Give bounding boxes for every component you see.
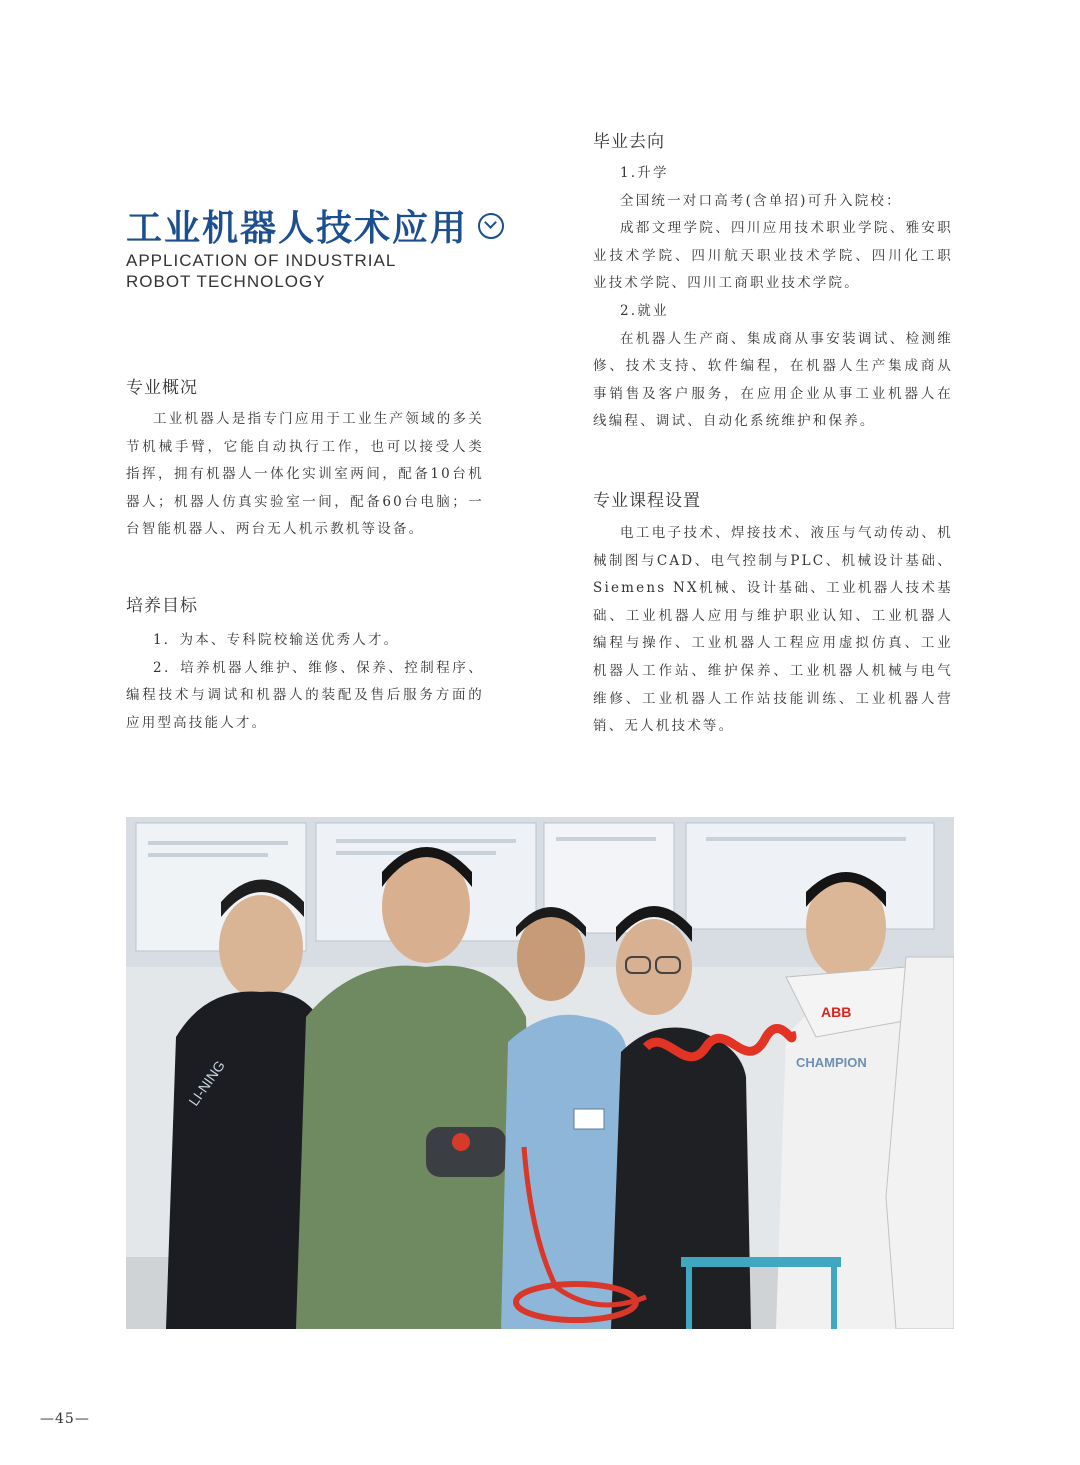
graduation-employment: 在机器人生产商、集成商从事安装调试、检测维修、技术支持、软件编程，在机器人生产集成商从事销售及客户服务，在应用企业从事工业机器人在线编程、调试、自动化系统维护和保养。 xyxy=(593,330,953,430)
page-title: 工业机器人技术应用 xyxy=(126,207,469,249)
robot-label: CHAMPION xyxy=(796,1055,867,1070)
goals-item-2: 2．培养机器人维护、维修、保养、控制程序、编程技术与调试和机器人的装配及售后服务方面的应用型高技能人才。 xyxy=(126,659,484,731)
english-subtitle xyxy=(126,250,396,292)
page-number: —45— xyxy=(40,1411,90,1427)
overview-paragraph: 工业机器人是指专门应用于工业生产领域的多关节机械手臂，它能自动执行工作，也可以接受人类指挥，拥有机器人一体化实训室两间，配备10台机器人；机器人仿真实验室一间，配备60台电脑；一台智能机器人、两台无人机示教机等设备。 xyxy=(126,411,484,538)
chevron-down-circle-icon xyxy=(478,213,504,239)
goals-item-1: 1．为本、专科院校输送优秀人才。 xyxy=(153,632,400,648)
title-row xyxy=(126,200,504,251)
courses-paragraph: 电工电子技术、焊接技术、液压与气动传动、机械制图与CAD、电气控制与PLC、机械设计基础、Siemens NX机械、设计基础、工业机器人技术基础、工业机器人应用与维护职业认知、工业机器人编程与操作、工业机器人工程应用虚拟仿真、工业机器人工作站、维护保养、工业机器人机械与电气维修、工业机器人工作站技能训练、工业机器人营销、无人机技术等。 xyxy=(593,525,953,735)
goals-text xyxy=(126,627,484,737)
courses-text xyxy=(593,520,953,741)
graduation-text xyxy=(593,160,953,436)
graduation-line-1: 全国统一对口高考(含单招)可升入院校： xyxy=(620,192,902,209)
subtitle-line-2: ROBOT TECHNOLOGY xyxy=(126,272,326,291)
subtitle-line-1: APPLICATION OF INDUSTRIAL xyxy=(126,251,397,270)
overview-text xyxy=(126,406,484,544)
graduation-schools: 成都文理学院、四川应用技术职业学院、雅安职业技术学院、四川航天职业技术学院、四川化工职业技术学院、四川工商职业技术学院。 xyxy=(593,220,953,292)
graduation-heading: 毕业去向 xyxy=(593,132,665,152)
hoodie-label: LI-NING xyxy=(185,1057,228,1109)
overview-heading: 专业概况 xyxy=(126,378,198,398)
graduation-sub-2: 2.就业 xyxy=(620,302,669,319)
graduation-sub-1: 1.升学 xyxy=(620,165,669,181)
lab-photo-illustration xyxy=(126,817,954,1329)
lab-photo xyxy=(126,817,954,1329)
goals-heading: 培养目标 xyxy=(126,596,198,616)
courses-heading: 专业课程设置 xyxy=(593,491,701,511)
robot-brand: ABB xyxy=(821,1004,852,1020)
